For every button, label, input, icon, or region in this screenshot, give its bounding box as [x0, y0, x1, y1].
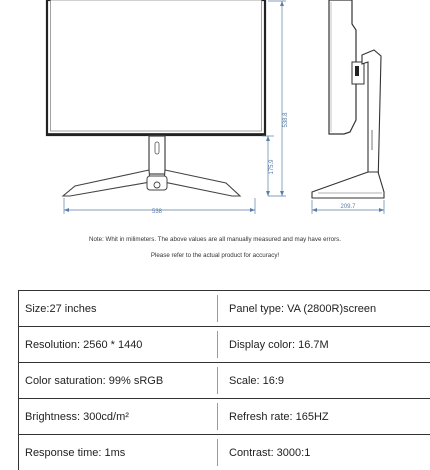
- stand-height-label: 175.9: [269, 159, 275, 175]
- spec-divider: [217, 403, 218, 430]
- spec-divider: [217, 367, 218, 394]
- side-stand-arm: [362, 50, 381, 186]
- spec-response-time: Response time: 1ms: [25, 446, 126, 459]
- height-label: 538.8: [283, 112, 289, 128]
- stand-height-dimension: [262, 136, 275, 196]
- front-screen: [51, 0, 262, 131]
- spec-color-saturation: Color saturation: 99% sRGB: [25, 374, 164, 387]
- spec-divider: [217, 331, 218, 358]
- stand-base-left: [63, 170, 150, 196]
- spec-refresh-rate: Refresh rate: 165HZ: [229, 410, 329, 423]
- spec-row: [19, 291, 430, 327]
- spec-scale: Scale: 16:9: [229, 374, 285, 387]
- stand-column-slot: [155, 142, 159, 154]
- accuracy-note: Please refer to the actual product for accuracy!: [150, 252, 280, 259]
- side-stand-base: [312, 172, 384, 198]
- monitor-dimension-drawing: [0, 0, 430, 230]
- side-view: [312, 0, 384, 198]
- spec-row: [19, 435, 430, 470]
- spec-divider: [217, 439, 218, 466]
- spec-table: [18, 290, 430, 470]
- spec-row: [19, 327, 430, 363]
- spec-contrast: Contrast: 3000:1: [229, 446, 311, 459]
- width-dimension: [64, 198, 255, 215]
- spec-size: Size:27 inches: [25, 302, 97, 315]
- stand-base-right: [164, 170, 240, 196]
- spec-panel-type: Panel type: VA (2800R)screen: [229, 302, 377, 315]
- measurement-note: Note: Whit in milimeters. The above values are all manually measured and may have errors.: [89, 236, 341, 243]
- spec-row: [19, 363, 430, 399]
- stand-screw-icon: [154, 182, 160, 188]
- depth-dimension: [312, 200, 384, 214]
- spec-display-color: Display color: 16.7M: [229, 338, 329, 351]
- front-view: [47, 0, 265, 196]
- width-label: 538: [151, 209, 163, 215]
- depth-label: 209.7: [340, 204, 356, 210]
- spec-brightness: Brightness: 300cd/m²: [25, 410, 129, 423]
- spec-divider: [217, 295, 218, 322]
- spec-resolution: Resolution: 2560 * 1440: [25, 338, 143, 351]
